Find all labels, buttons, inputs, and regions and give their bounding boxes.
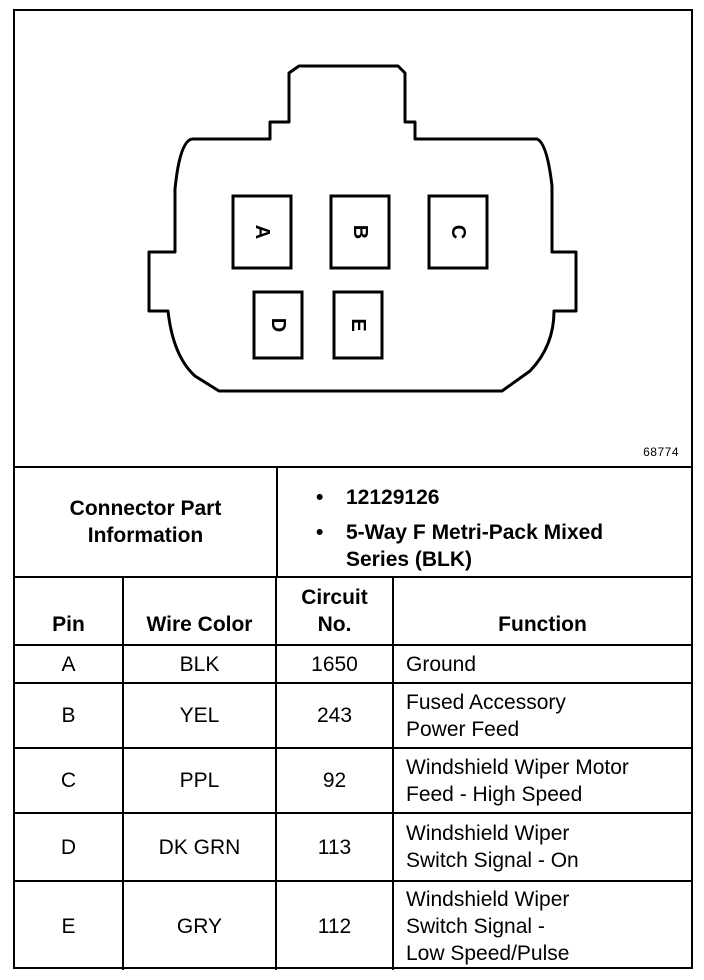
cell-function bbox=[393, 748, 691, 813]
table-row bbox=[15, 683, 691, 748]
cell-pin: B bbox=[15, 683, 123, 748]
function-line: Ground bbox=[406, 652, 477, 676]
table-row bbox=[15, 881, 691, 970]
cell-function bbox=[393, 881, 691, 970]
pin-label-a: A bbox=[251, 224, 273, 240]
function-line: Fused Accessory bbox=[406, 690, 566, 714]
cell-function bbox=[393, 645, 691, 683]
table-header-row bbox=[15, 578, 691, 645]
function-line: Windshield Wiper Motor bbox=[406, 755, 629, 779]
part-info-label-line2: Information bbox=[87, 524, 204, 547]
figure-reference-number: 68774 bbox=[643, 445, 679, 459]
function-line: Low Speed/Pulse bbox=[406, 941, 570, 965]
cell-pin: D bbox=[15, 813, 123, 881]
pin-label-b: B bbox=[349, 224, 371, 240]
header-wire-color: Wire Color bbox=[123, 578, 276, 645]
cell-function bbox=[393, 813, 691, 881]
pin-cavity-a bbox=[233, 196, 291, 268]
cell-pin: E bbox=[15, 881, 123, 970]
description-line2: Series (BLK) bbox=[346, 548, 473, 571]
part-info-label-line1: Connector Part bbox=[69, 497, 222, 520]
function-line: Feed - High Speed bbox=[406, 782, 583, 806]
table-row bbox=[15, 813, 691, 881]
function-line: Switch Signal - On bbox=[406, 849, 579, 872]
cell-pin: A bbox=[15, 645, 123, 683]
function-line: Windshield Wiper bbox=[406, 887, 570, 911]
part-info-label bbox=[15, 468, 278, 576]
pin-table bbox=[15, 578, 691, 970]
cell-wire-color: BLK bbox=[123, 645, 276, 683]
header-circuit-line1: Circuit bbox=[301, 586, 368, 609]
pin-label-d: D bbox=[267, 317, 289, 333]
function-line: Switch Signal - bbox=[406, 914, 545, 938]
cell-wire-color: DK GRN bbox=[123, 813, 276, 881]
cell-circuit: 243 bbox=[276, 683, 393, 748]
cell-circuit: 1650 bbox=[276, 645, 393, 683]
header-circuit-line2: No. bbox=[317, 613, 352, 636]
pin-cavity-d bbox=[254, 292, 302, 358]
cell-circuit: 92 bbox=[276, 748, 393, 813]
table-row bbox=[15, 748, 691, 813]
cell-wire-color: GRY bbox=[123, 881, 276, 970]
connector-part-info bbox=[15, 466, 691, 578]
table-row bbox=[15, 645, 691, 683]
cell-circuit: 113 bbox=[276, 813, 393, 881]
connector-diagram bbox=[15, 11, 691, 466]
header-pin: Pin bbox=[15, 578, 123, 645]
cell-pin: C bbox=[15, 748, 123, 813]
pin-cavity-e bbox=[334, 292, 382, 358]
cell-circuit: 112 bbox=[276, 881, 393, 970]
description-line1: 5-Way F Metri-Pack Mixed bbox=[346, 521, 604, 544]
function-line: Windshield Wiper bbox=[406, 822, 570, 845]
connector-sheet bbox=[13, 9, 693, 969]
header-function: Function bbox=[393, 578, 691, 645]
cell-wire-color: PPL bbox=[123, 748, 276, 813]
part-number: 12129126 bbox=[346, 486, 440, 509]
cell-wire-color: YEL bbox=[123, 683, 276, 748]
cell-function bbox=[393, 683, 691, 748]
part-info-details: • 12129126 • 5-Way F Metri-Pack Mixed Series (BLK) bbox=[316, 486, 604, 571]
header-circuit bbox=[276, 578, 393, 645]
pin-label-c: C bbox=[447, 224, 469, 240]
function-line: Power Feed bbox=[406, 717, 520, 741]
pin-label-e: E bbox=[347, 318, 369, 332]
pin-cavity-c bbox=[429, 196, 487, 268]
pin-cavity-b bbox=[331, 196, 389, 268]
